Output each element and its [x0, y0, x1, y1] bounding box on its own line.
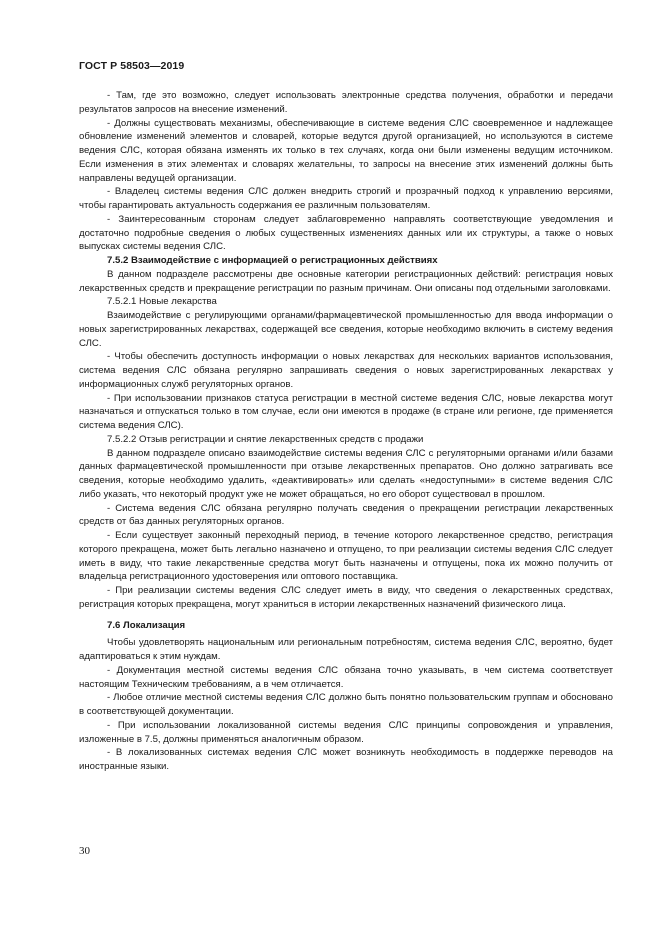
paragraph: В данном подразделе рассмотрены две основные категории регистрационных действий: регистрация новых лекарственных средств и прекращение регистрации по разным причинам. Они описаны под отдельными заголовками.	[79, 268, 613, 294]
document-body	[79, 89, 613, 774]
paragraph: - Владелец системы ведения СЛС должен внедрить строгий и прозрачный подход к управлению версиями, чтобы гарантировать актуальность содержания ее различным пользователям.	[79, 186, 613, 211]
paragraph: В данном подразделе описано взаимодействие системы ведения СЛС с регуляторными органами и/или базами данных фармацевтической промышленности при отзыве лекарственных препаратов. Оно должно затрагивать все сведения, которые необходимо удалить, «деактивировать» или сделать «недоступными» в системе ведения СЛС либо указать, что некоторый продукт уже не может обращаться, но его оборот существовал в прошлом.	[79, 447, 613, 500]
paragraph: - При использовании признаков статуса регистрации в местной системе ведения СЛС, новые лекарства могут назначаться и отпускаться только в том случае, если они имеются в продаже (в стране или регионе, где применяется система ведения СЛС).	[79, 392, 613, 431]
paragraph: - При использовании локализованной системы ведения СЛС принципы сопровождения и управления, изложенные в 7.5, должны применяться аналогичным образом.	[79, 719, 613, 745]
paragraph: - Чтобы обеспечить доступность информации о новых лекарствах для нескольких вариантов использования, система ведения СЛС обязана регулярно запрашивать сведения о новых зарегистрированных лекарствах у информационных служб регуляторных органов.	[79, 351, 613, 390]
paragraph: - Заинтересованным сторонам следует заблаговременно направлять соответствующие уведомления и достаточно подробные сведения о любых существенных изменениях данных или их структуры, а также о новых выпусках системы ведения СЛС.	[79, 213, 613, 253]
paragraph: - Должны существовать механизмы, обеспечивающие в системе ведения СЛС своевременное и надлежащее обновление изменений элементов и словарей, которые ведутся другой организацией, но используются в системе ведения СЛС, которая обязана изменять их только в тех случаях, когда они были изменены ведущим источником. Если изменения в этих элементах и словарях желательны, то запросы на внесение этих изменений должны быть направлены ведущей организации.	[79, 117, 613, 184]
paragraph: Взаимодействие с регулирующими органами/фармацевтической промышленностью для ввода информации о новых зарегистрированных лекарствах, содержащей все сведения, которые необходимо включить в систему ведения СЛС.	[79, 310, 613, 349]
paragraph: - Документация местной системы ведения СЛС обязана точно указывать, в чем система соответствует настоящим Техническим требованиям, а в чем отличается.	[79, 664, 613, 690]
paragraph: - Если существует законный переходный период, в течение которого лекарственное средство, регистрация которого прекращена, может быть легально назначено и отпущено, то при реализации системы ведения СЛС следует иметь в виду, что такие лекарственные средства могут быть назначены и отпущены, пока их можно получить от владельца регистрационного удостоверения или оптового поставщика.	[79, 530, 613, 583]
document-header: ГОСТ Р 58503—2019	[79, 60, 185, 72]
paragraph: - Система ведения СЛС обязана регулярно получать сведения о прекращении регистрации лекарственных средств от баз данных регуляторных органов.	[79, 502, 613, 528]
paragraph: - Любое отличие местной системы ведения СЛС должно быть понятно пользовательским группам и обосновано в соответствующей документации.	[79, 692, 613, 717]
subsubsection-heading: 7.5.2.2 Отзыв регистрации и снятие лекарственных средств с продажи	[107, 433, 424, 445]
paragraph: - Там, где это возможно, следует использовать электронные средства получения, обработки и передачи результатов запросов на внесение изменений.	[79, 90, 613, 115]
paragraph: - В локализованных системах ведения СЛС может возникнуть необходимость в поддержке переводов на иностранные языки.	[79, 747, 613, 772]
paragraph: Чтобы удовлетворять национальным или региональным потребностям, система ведения СЛС, вероятно, будет адаптироваться к этим нуждам.	[79, 637, 613, 662]
section-heading: 7.6 Локализация	[107, 619, 186, 631]
subsubsection-heading: 7.5.2.1 Новые лекарства	[107, 296, 217, 308]
paragraph: - При реализации системы ведения СЛС следует иметь в виду, что сведения о лекарственных средствах, регистрация которых прекращена, могут храниться в истории лекарственных назначений физического лица.	[79, 585, 613, 610]
subsection-heading: 7.5.2 Взаимодействие с информацией о регистрационных действиях	[107, 255, 438, 266]
page-number: 30	[79, 845, 90, 857]
